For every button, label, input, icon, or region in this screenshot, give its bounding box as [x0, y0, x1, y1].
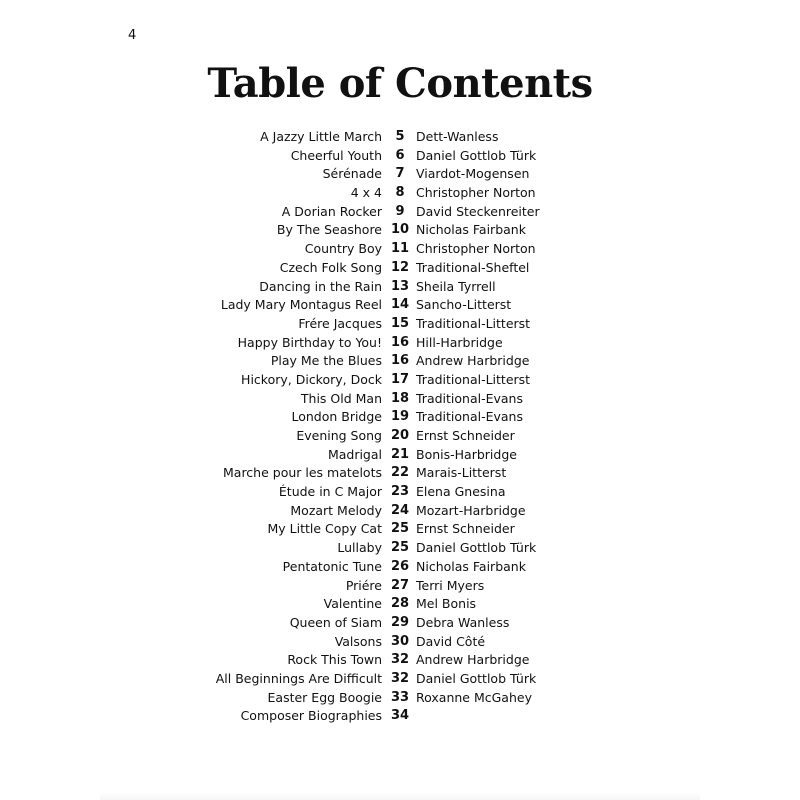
toc-entry-title: Play Me the Blues	[270, 353, 382, 369]
toc-entry-page: 24	[390, 502, 410, 518]
toc-entry-composer: David Steckenreiter	[416, 203, 540, 219]
toc-entry-page: 34	[390, 708, 410, 724]
toc-entry-composer: Mozart-Harbridge	[416, 502, 526, 518]
toc-entry-composer: Viardot-Mogensen	[416, 166, 530, 182]
toc-entry-composer: Sheila Tyrrell	[416, 278, 496, 294]
toc-entry	[0, 446, 800, 465]
toc-entry	[0, 651, 800, 670]
toc-entry-title: Dancing in the Rain	[259, 278, 382, 294]
toc-entry	[0, 464, 800, 483]
toc-entry-page: 11	[390, 241, 410, 257]
toc-entry-page: 16	[390, 353, 410, 369]
toc-entry-title: Happy Birthday to You!	[237, 334, 382, 350]
toc-entry-composer: Debra Wanless	[416, 614, 510, 630]
toc-entry-title: Easter Egg Boogie	[267, 689, 382, 705]
toc-entry-title: Cheerful Youth	[290, 147, 382, 163]
toc-entry-page: 14	[390, 297, 410, 313]
toc-entry	[0, 352, 800, 371]
toc-entry-title: This Old Man	[300, 390, 382, 406]
toc-entry-title: Frére Jacques	[298, 315, 382, 331]
toc-entry-composer: Traditional-Litterst	[416, 371, 531, 387]
toc-entry-composer: Dett-Wanless	[416, 129, 499, 144]
toc-entry-title: Hickory, Dickory, Dock	[241, 371, 382, 387]
toc-entry-title: Mozart Melody	[290, 502, 382, 518]
toc-entry-page: 26	[390, 558, 410, 574]
toc-entry	[0, 221, 800, 240]
toc-entry-title: Rock This Town	[287, 652, 382, 668]
toc-entry-page: 32	[390, 670, 410, 686]
toc-entry-composer: Sancho-Litterst	[416, 297, 512, 313]
toc-entry	[0, 259, 800, 278]
toc-entry-composer: Marais-Litterst	[416, 465, 507, 481]
toc-entry-page: 28	[390, 596, 410, 612]
toc-entry-page: 32	[390, 652, 410, 668]
toc-entry-page: 15	[390, 315, 410, 331]
toc-entry-title: Madrigal	[327, 446, 382, 462]
toc-entry	[0, 502, 800, 521]
toc-entry-page: 27	[390, 577, 410, 593]
toc-entry-page: 21	[390, 446, 410, 462]
toc-entry-composer: Mel Bonis	[416, 596, 477, 612]
toc-entry-page: 30	[390, 633, 410, 649]
toc-entry-page: 33	[390, 689, 410, 705]
toc-entry-page: 8	[395, 185, 405, 201]
toc-entry	[0, 427, 800, 446]
toc-entry-title: A Jazzy Little March	[260, 129, 382, 144]
toc-entry-page: 13	[390, 278, 410, 294]
table-of-contents	[0, 128, 800, 726]
toc-entry	[0, 334, 800, 353]
toc-entry-title: Valsons	[334, 633, 382, 649]
toc-entry	[0, 633, 800, 652]
toc-entry-page: 9	[395, 203, 405, 219]
toc-entry	[0, 408, 800, 427]
toc-entry	[0, 315, 800, 334]
toc-entry	[0, 595, 800, 614]
toc-entry-title: Composer Biographies	[240, 708, 382, 724]
toc-entry-page: 20	[390, 428, 410, 443]
toc-entry	[0, 203, 800, 222]
toc-entry-composer: Christopher Norton	[416, 241, 536, 257]
toc-entry-composer: Ernst Schneider	[416, 428, 515, 443]
toc-entry-composer: Hill-Harbridge	[416, 334, 503, 350]
page-number: 4	[128, 28, 137, 43]
toc-entry-page: 7	[395, 166, 405, 182]
toc-entry-composer: Bonis-Harbridge	[416, 446, 517, 462]
toc-entry-page: 5	[395, 129, 405, 144]
toc-entry-composer: Traditional-Litterst	[416, 315, 531, 331]
toc-entry-title: Lady Mary Montagus Reel	[220, 297, 382, 313]
toc-entry	[0, 184, 800, 203]
toc-entry-title: All Beginnings Are Difficult	[215, 670, 382, 686]
toc-entry-composer: Christopher Norton	[416, 185, 536, 201]
page-edge-shadow	[100, 792, 700, 800]
toc-entry-composer: Daniel Gottlob Türk	[416, 670, 537, 686]
toc-entry	[0, 614, 800, 633]
toc-entry	[0, 520, 800, 539]
toc-entry-composer: Andrew Harbridge	[416, 353, 530, 369]
toc-entry-page: 25	[390, 521, 410, 537]
toc-entry-composer: Daniel Gottlob Türk	[416, 147, 537, 163]
toc-entry	[0, 689, 800, 708]
toc-entry-title: Priére	[345, 577, 382, 593]
toc-entry-title: Pentatonic Tune	[282, 558, 382, 574]
toc-entry-composer: Nicholas Fairbank	[416, 222, 526, 238]
toc-entry	[0, 577, 800, 596]
toc-entry-title: Czech Folk Song	[279, 259, 382, 275]
toc-entry-composer: Traditional-Evans	[416, 390, 523, 406]
toc-entry-page: 29	[390, 614, 410, 630]
toc-entry-title: Lullaby	[337, 540, 382, 556]
toc-entry	[0, 670, 800, 689]
toc-entry-composer: Traditional-Sheftel	[416, 259, 530, 275]
toc-entry-page: 23	[390, 484, 410, 500]
toc-entry-page: 22	[390, 465, 410, 481]
toc-entry	[0, 296, 800, 315]
toc-entry-composer: Nicholas Fairbank	[416, 558, 526, 574]
page-title: Table of Contents	[207, 60, 593, 107]
toc-entry	[0, 147, 800, 166]
toc-entry-composer: Roxanne McGahey	[416, 689, 532, 705]
toc-entry-composer: David Côté	[416, 633, 486, 649]
toc-entry	[0, 165, 800, 184]
toc-entry	[0, 390, 800, 409]
toc-entry-page: 18	[390, 390, 410, 406]
toc-entry-title: Valentine	[323, 596, 382, 612]
toc-entry-title: By The Seashore	[276, 222, 382, 238]
toc-entry	[0, 128, 800, 147]
toc-entry-title: 4 x 4	[350, 185, 382, 201]
toc-entry-page: 16	[390, 334, 410, 350]
toc-entry-page: 12	[390, 259, 410, 275]
toc-entry-page: 19	[390, 409, 410, 425]
toc-entry-title: Country Boy	[304, 241, 382, 257]
toc-entry-title: My Little Copy Cat	[267, 521, 382, 537]
toc-entry	[0, 371, 800, 390]
toc-entry-page: 6	[395, 147, 405, 163]
toc-entry	[0, 278, 800, 297]
toc-entry	[0, 483, 800, 502]
toc-entry-composer: Ernst Schneider	[416, 521, 515, 537]
toc-entry-title: London Bridge	[291, 409, 382, 425]
toc-entry	[0, 539, 800, 558]
toc-entry-title: Marche pour les matelots	[223, 465, 382, 481]
toc-entry-composer: Elena Gnesina	[416, 484, 506, 500]
toc-entry-title: A Dorian Rocker	[281, 203, 382, 219]
toc-entry-title: Queen of Siam	[289, 614, 382, 630]
toc-entry-composer: Traditional-Evans	[416, 409, 523, 425]
toc-entry-composer: Andrew Harbridge	[416, 652, 530, 668]
toc-entry-title: Evening Song	[296, 428, 382, 443]
toc-entry	[0, 240, 800, 259]
toc-entry-composer: Terri Myers	[416, 577, 485, 593]
toc-entry	[0, 558, 800, 577]
toc-entry-page: 25	[390, 540, 410, 556]
toc-entry-page: 17	[390, 371, 410, 387]
toc-entry-composer: Daniel Gottlob Türk	[416, 540, 537, 556]
toc-entry-title: Étude in C Major	[278, 484, 382, 500]
toc-entry-page: 10	[390, 222, 410, 238]
toc-entry	[0, 707, 800, 726]
toc-entry-title: Sérénade	[322, 166, 382, 182]
